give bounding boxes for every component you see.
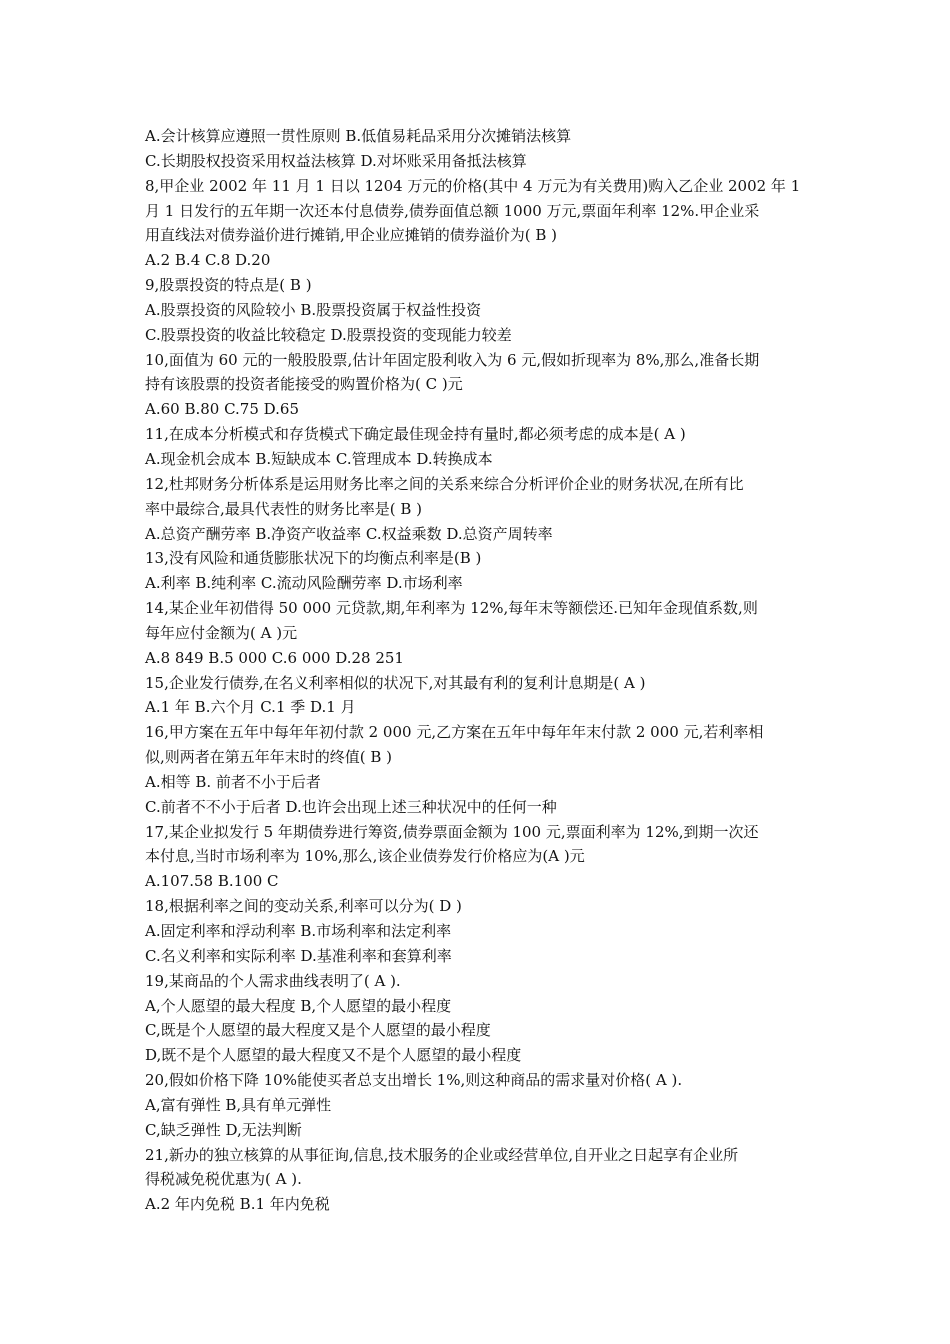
text-line: 似,则两者在第五年年末时的终值( B ): [145, 748, 393, 767]
text-line: 10,面值为 60 元的一般股股票,估计年固定股利收入为 6 元,假如折现率为 8%,那么,准备长期: [145, 350, 760, 369]
text-line: 用直线法对债券溢价进行摊销,甲企业应摊销的债券溢价为( B ): [145, 226, 558, 245]
text-line: 20,假如价格下降 10%能使买者总支出增长 1%,则这种商品的需求量对价格( A ).: [145, 1071, 683, 1090]
text-line: A,富有弹性 B,具有单元弹性: [145, 1095, 332, 1114]
text-line: A.1 年 B.六个月 C.1 季 D.1 月: [145, 698, 356, 717]
text-line: 14,某企业年初借得 50 000 元贷款,期,年利率为 12%,每年末等额偿还.已知年金现值系数,则: [145, 599, 758, 618]
text-line: C,缺乏弹性 D,无法判断: [145, 1120, 302, 1139]
text-line: 持有该股票的投资者能接受的购置价格为( C )元: [145, 375, 463, 394]
text-line: 8,甲企业 2002 年 11 月 1 日以 1204 万元的价格(其中 4 万元为有关费用)购入乙企业 2002 年 1: [145, 176, 801, 195]
text-line: C.名义利率和实际利率 D.基准利率和套算利率: [145, 946, 452, 965]
text-line: A.2 年内免税 B.1 年内免税: [145, 1195, 330, 1214]
text-line: A.利率 B.纯利率 C.流动风险酬劳率 D.市场利率: [145, 574, 463, 593]
text-line: C.股票投资的收益比较稳定 D.股票投资的变现能力较差: [145, 325, 512, 344]
text-line: A,个人愿望的最大程度 B,个人愿望的最小程度: [145, 996, 452, 1015]
text-line: C,既是个人愿望的最大程度又是个人愿望的最小程度: [145, 1021, 491, 1040]
text-line: A.8 849 B.5 000 C.6 000 D.28 251: [145, 648, 404, 667]
text-line: 本付息,当时市场利率为 10%,那么,该企业债券发行价格应为(A )元: [145, 847, 585, 866]
text-line: A.现金机会成本 B.短缺成本 C.管理成本 D.转换成本: [145, 449, 493, 468]
text-line: 17,某企业拟发行 5 年期债券进行筹资,债券票面金额为 100 元,票面利率为 12%,到期一次还: [145, 822, 759, 841]
document-body: [145, 124, 810, 1217]
text-line: A.股票投资的风险较小 B.股票投资属于权益性投资: [145, 300, 482, 319]
text-line: A.相等 B. 前者不小于后者: [145, 772, 321, 791]
text-line: 12,杜邦财务分析体系是运用财务比率之间的关系来综合分析评价企业的财务状况,在所有比: [145, 474, 744, 493]
text-line: 15,企业发行债券,在名义利率相似的状况下,对其最有利的复利计息期是( A ): [145, 673, 646, 692]
text-line: A.总资产酬劳率 B.净资产收益率 C.权益乘数 D.总资产周转率: [145, 524, 553, 543]
text-line: 9,股票投资的特点是( B ): [145, 276, 312, 295]
text-line: 得税减免税优惠为( A ).: [145, 1170, 302, 1189]
text-line: 月 1 日发行的五年期一次还本付息债券,债券面值总额 1000 万元,票面年利率 12%.甲企业采: [145, 201, 760, 220]
text-line: 21,新办的独立核算的从事征询,信息,技术服务的企业或经营单位,自开业之日起享有企业所: [145, 1145, 739, 1164]
text-line: 16,甲方案在五年中每年年初付款 2 000 元,乙方案在五年中每年年末付款 2 000 元,若利率相: [145, 723, 764, 742]
text-line: 每年应付金额为( A )元: [145, 623, 298, 642]
text-line: D,既不是个人愿望的最大程度又不是个人愿望的最小程度: [145, 1046, 522, 1065]
text-line: A.固定利率和浮动利率 B.市场利率和法定利率: [145, 922, 452, 940]
text-line: 13,没有风险和通货膨胀状况下的均衡点利率是(B ): [145, 549, 482, 568]
text-line: A.2 B.4 C.8 D.20: [145, 251, 271, 270]
text-line: 率中最综合,最具代表性的财务比率是( B ): [145, 499, 423, 518]
text-line: A.会计核算应遵照一贯性原则 B.低值易耗品采用分次摊销法核算: [145, 127, 572, 145]
text-line: 19,某商品的个人需求曲线表明了( A ).: [145, 971, 401, 990]
text-line: 11,在成本分析模式和存货模式下确定最佳现金持有量时,都必须考虑的成本是( A ): [145, 425, 686, 444]
text-line: C.前者不不小于后者 D.也许会出现上述三种状况中的任何一种: [145, 797, 557, 816]
text-line: 18,根据利率之间的变动关系,利率可以分为( D ): [145, 897, 462, 916]
text-line: C.长期股权投资采用权益法核算 D.对坏账采用备抵法核算: [145, 151, 527, 170]
text-line: A.107.58 B.100 C: [145, 872, 279, 891]
text-line: A.60 B.80 C.75 D.65: [145, 400, 300, 419]
